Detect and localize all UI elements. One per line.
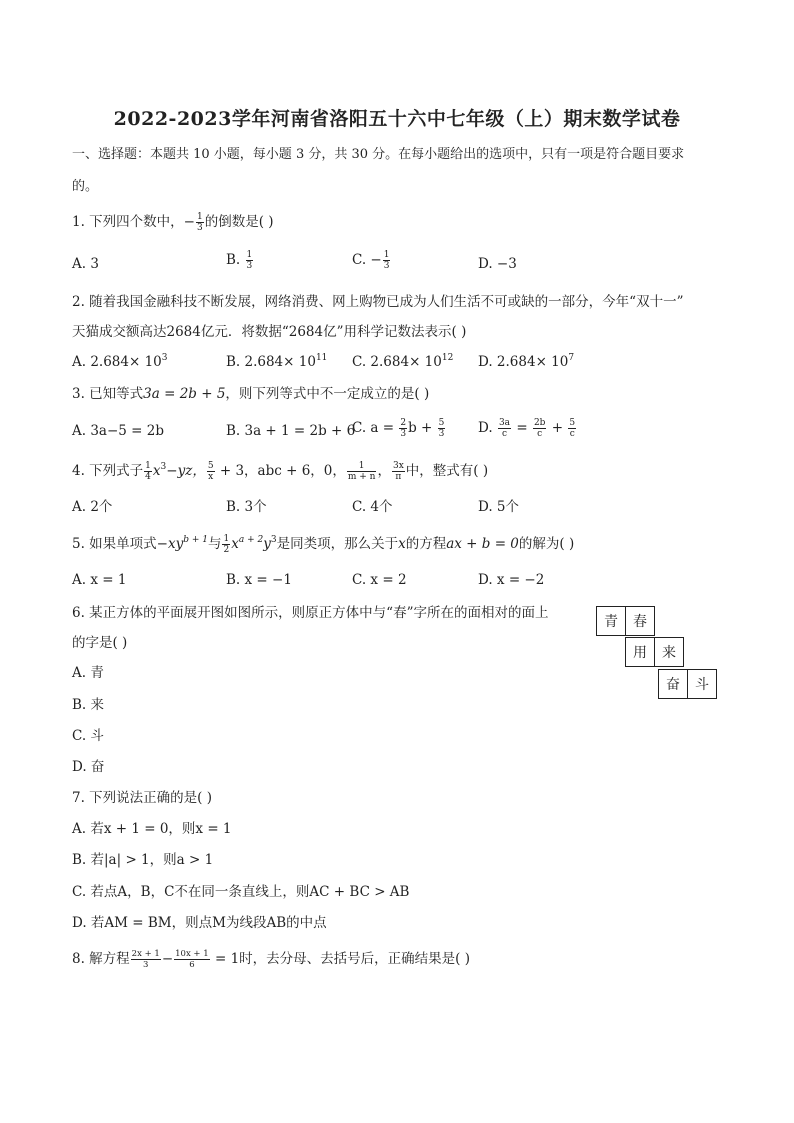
q3-option-b: B. 3a + 1 = 2b + 6	[226, 423, 356, 439]
net-cell: 来	[654, 637, 684, 667]
q7-option-c: C. 若点A，B，C不在同一条直线上，则AC + BC > AB	[72, 884, 410, 900]
q3-option-d: D. $\frac{3a}{c}$ = $\frac{2b}{c}$ + $\frac{5}{c}$	[478, 418, 576, 439]
net-cell: 青	[596, 606, 626, 636]
q1-suffix: 的倒数是( )	[204, 214, 274, 230]
question-7-stem: 7. 下列说法正确的是( )	[72, 790, 212, 806]
q1-option-a: A. 3	[72, 256, 99, 272]
q2-option-a: A. $2.684\times 10^3$	[72, 353, 168, 370]
q2-option-c: C. $2.684\times 10^{12}$	[352, 353, 454, 370]
q6-option-a: A. 青	[72, 665, 104, 681]
q4-option-b: B. 3个	[226, 499, 267, 515]
section-header-line2: 的。	[72, 179, 99, 194]
q1-fraction: $\frac{1}{3}$	[196, 212, 203, 233]
q6-option-d: D. 奋	[72, 759, 105, 775]
q6-option-b: B. 来	[72, 697, 105, 713]
q2-option-b: B. $2.684\times 10^{11}$	[226, 353, 328, 370]
q7-option-a: A. 若x + 1 = 0，则x = 1	[72, 821, 232, 837]
q4-option-d: D. 5个	[478, 499, 520, 515]
question-4-stem: 4. 下列式子 $\frac{1}{4}$ $x^3-yz$， $\frac{5}{x}$ + 3，abc + 6，0， $\frac{1}{m + n}$ ， $\frac{3x}{\pi}$ 中，整式有( )	[72, 461, 489, 482]
question-2-stem-line1: 2. 随着我国金融科技不断发展，网络消费、网上购物已成为人们生活不可或缺的一部分，今年“双十一”	[72, 294, 684, 310]
q7-option-b: B. 若|a| > 1，则a > 1	[72, 852, 214, 868]
q1-option-d: D. −3	[478, 256, 517, 272]
question-6-stem-line2: 的字是( )	[72, 635, 128, 651]
q4-option-a: A. 2个	[72, 499, 113, 515]
net-cell: 春	[625, 606, 655, 636]
q7-option-d: D. 若AM = BM，则点M为线段AB的中点	[72, 915, 327, 931]
question-2-stem-line2: 天猫成交额高达2684亿元．将数据“2684亿”用科学记数法表示( )	[72, 324, 467, 340]
question-1-stem	[72, 212, 274, 233]
net-cell: 斗	[687, 669, 717, 699]
q4-option-c: C. 4个	[352, 499, 393, 515]
question-6-stem-line1: 6. 某正方体的平面展开图如图所示，则原正方体中与“春”字所在的面相对的面上	[72, 605, 549, 621]
q2-option-d: D. $2.684\times 10^7$	[478, 353, 575, 370]
q5-option-b: B. x = −1	[226, 572, 292, 588]
q3-option-c: C. a = $\frac{2}{3}$ b + $\frac{5}{3}$	[352, 418, 445, 439]
net-cell: 奋	[658, 669, 688, 699]
page-title: 2022-2023学年河南省洛阳五十六中七年级（上）期末数学试卷	[113, 108, 681, 130]
q5-option-d: D. x = −2	[478, 572, 545, 588]
section-header-line1: 一、选择题：本题共 10 小题，每小题 3 分，共 30 分。在每小题给出的选项中，只有一项是符合题目要求	[72, 147, 685, 162]
q1-option-c: C. − $\frac{1}{3}$	[352, 250, 390, 271]
question-3-stem: 3. 已知等式3a = 2b + 5，则下列等式中不一定成立的是( )	[72, 386, 430, 402]
q6-option-c: C. 斗	[72, 728, 104, 744]
q1-option-b: B. $\frac{1}{3}$	[226, 250, 253, 271]
question-5-stem: 5. 如果单项式$-xy^{b + 1}$与 $\frac{1}{2}$ $x^{a + 2}y^3$是同类项，那么关于x的方程ax + b = 0的解为( )	[72, 534, 575, 555]
q3-option-a: A. 3a−5 = 2b	[72, 423, 164, 439]
net-cell: 用	[625, 637, 655, 667]
q1-prefix: 1. 下列四个数中，−	[72, 214, 195, 230]
question-8-stem: 8. 解方程 $\frac{2x + 1}{3}$ − $\frac{10x + 1}{6}$ = 1时，去分母、去括号后，正确结果是( )	[72, 949, 470, 970]
q5-option-c: C. x = 2	[352, 572, 407, 588]
q5-option-a: A. x = 1	[72, 572, 127, 588]
